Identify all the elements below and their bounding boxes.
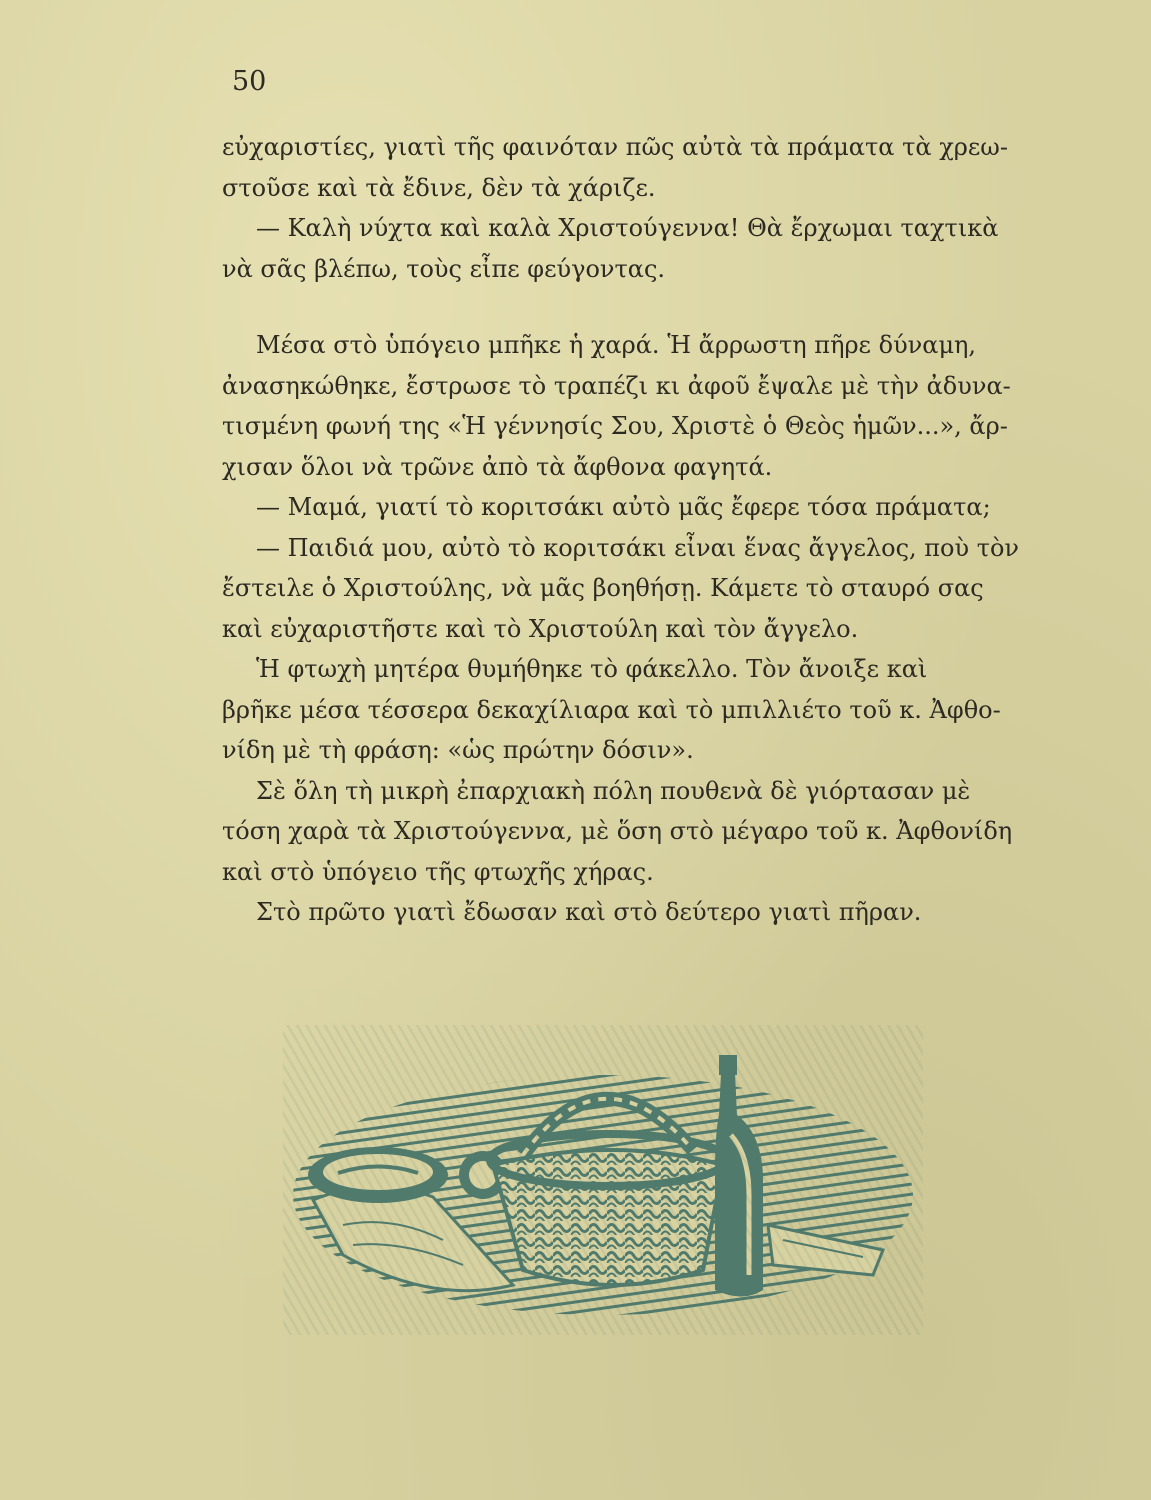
text-line: τισμένη φωνή της «Ἡ γέννησίς Σου, Χριστὲ ὁ Θεὸς ἡμῶν...», ἄρ- <box>222 412 1008 440</box>
section-gap <box>222 289 862 325</box>
text-line: ἔστειλε ὁ Χριστούλης, νὰ μᾶς βοηθήσῃ. Κάμετε τὸ σταυρό σας <box>222 574 984 602</box>
text-line: — Μαμά, γιατί τὸ κοριτσάκι αὐτὸ μᾶς ἔφερε τόσα πράματα; <box>256 493 991 521</box>
text-line: — Παιδιά μου, αὐτὸ τὸ κοριτσάκι εἶναι ἕνας ἄγγελος, ποὺ τὸν <box>256 533 1020 562</box>
text-line: τόση χαρὰ τὰ Χριστούγεννα, μὲ ὅση στὸ μέγαρο τοῦ κ. Ἀφθονίδη <box>222 817 1013 845</box>
text-line: βρῆκε μέσα τέσσερα δεκαχίλιαρα καὶ τὸ μπιλλιέτο τοῦ κ. Ἀφθο- <box>222 695 1001 724</box>
text-line: καὶ εὐχαριστῆστε καὶ τὸ Χριστούλη καὶ τὸν ἄγγελο. <box>222 614 859 643</box>
text-line: Στὸ πρῶτο γιατὶ ἔδωσαν καὶ στὸ δεύτερο γιατὶ πῆραν. <box>256 898 922 926</box>
text-line: Σὲ ὅλη τὴ μικρὴ ἐπαρχιακὴ πόλη πουθενὰ δὲ γιόρτασαν μὲ <box>256 776 971 805</box>
text-line: εὐχαριστίες, γιατὶ τῆς φαινόταν πῶς αὐτὰ τὰ πράματα τὰ χρεω- <box>222 133 1008 161</box>
page-number: 50 <box>232 66 267 97</box>
text-line: Μέσα στὸ ὑπόγειο μπῆκε ἡ χαρά. Ἡ ἄρρωστη πῆρε δύναμη, <box>256 331 977 359</box>
text-line: ἀνασηκώθηκε, ἔστρωσε τὸ τραπέζι κι ἀφοῦ ἔψαλε μὲ τὴν ἀδυνα- <box>222 371 1011 400</box>
text-line: χισαν ὅλοι νὰ τρῶνε ἀπὸ τὰ ἄφθονα φαγητά. <box>222 452 773 481</box>
basket-bottle-illustration <box>283 1025 923 1335</box>
text-line: Ἡ φτωχὴ μητέρα θυμήθηκε τὸ φάκελλο. Τὸν ἄνοιξε καὶ <box>256 655 928 683</box>
text-line: στοῦσε καὶ τὰ ἔδινε, δὲν τὰ χάριζε. <box>222 173 656 202</box>
text-line: καὶ στὸ ὑπόγειο τῆς φτωχῆς χήρας. <box>222 857 654 886</box>
body-text <box>222 127 1020 933</box>
text-line: νὰ σᾶς βλέπω, τοὺς εἶπε φεύγοντας. <box>222 254 666 283</box>
text-line: — Καλὴ νύχτα καὶ καλὰ Χριστούγεννα! Θὰ ἔρχωμαι ταχτικὰ <box>256 214 999 242</box>
text-line: νίδη μὲ τὴ φράση: «ὡς πρώτην δόσιν». <box>222 736 694 764</box>
